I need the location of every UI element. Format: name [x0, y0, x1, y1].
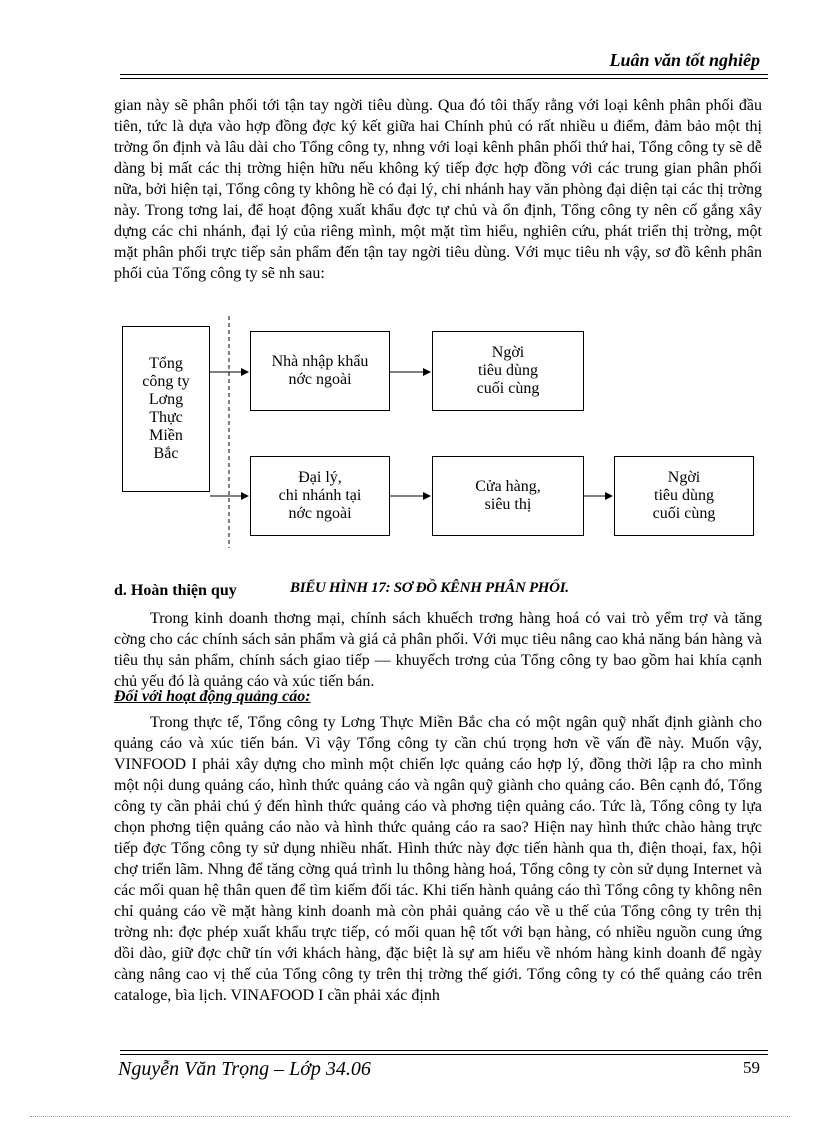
paragraph-intro: gian này sẽ phân phối tới tận tay ngời tiêu dùng. Qua đó tôi thấy rằng với loại kênh phân phối đầu tiên, tức là dựa vào hợp đồng đợc ký kết giữa hai Chính phủ có rất nhiều u điểm, đảm bảo một thị trờng ổn định và lâu dài cho Tổng công ty, nhng với loại kênh phân phối thứ hai, Tổng công ty sẽ dễ dàng bị mất các thị trờng hiện hữu nếu không ký tiếp đợc hợp đồng với các trung gian phân phối nữa, bởi hiện tại, Tổng công ty không hề có đại lý, chi nhánh hay văn phòng đại diện tại các thị trờng này. Trong tơng lai, để hoạt động xuất khẩu đợc tự chủ và ổn định, Tổng công ty nên cố gắng xây dựng các chi nhánh, đại lý của riêng mình, một mặt tìm hiểu, nghiên cứu, phát triển thị trờng, một mặt phân phối trực tiếp sản phẩm đến tận tay ngời tiêu dùng. Với mục tiêu nh vậy, sơ đồ kênh phân phối của Tổng công ty sẽ nh sau:	[114, 97, 762, 282]
figure-caption: BIỂU HÌNH 17: SƠ ĐỒ KÊNH PHÂN PHỐI.	[290, 580, 569, 596]
footer-rule-2	[120, 1054, 768, 1055]
box-importer: Nhà nhập khẩu nớc ngoài	[250, 331, 390, 411]
subheading-advertising: Đối với hoạt động quảng cáo:	[114, 688, 311, 705]
paragraph-promotion: Trong kinh doanh thơng mại, chính sách khuếch trơng hàng hoá có vai trò yểm trợ và tăng cờng cho các chính sách sản phẩm và giá cả phân phối. Với mục tiêu nâng cao khả năng bán hàng và tiêu thụ sản phẩm, chính sách giao tiếp — khuyếch trơng của Tổng công ty bao gồm hai khía cạnh chủ yếu đó là quảng cáo và xúc tiến bán.	[114, 610, 762, 690]
bottom-dotted-line	[30, 1116, 790, 1117]
box-consumer-bottom: Ngời tiêu dùng cuối cùng	[614, 456, 754, 536]
box-source: Tổng công ty Lơng Thực Miền Bắc	[122, 326, 210, 492]
footer-rule	[120, 1050, 768, 1051]
box-consumer-top: Ngời tiêu dùng cuối cùng	[432, 331, 584, 411]
section-heading-d: d. Hoàn thiện quy	[114, 582, 237, 599]
box-store: Cửa hàng, siêu thị	[432, 456, 584, 536]
paragraph-advertising: Trong thực tế, Tổng công ty Lơng Thực Miền Bắc cha có một ngân quỹ nhất định giành cho quảng cáo và xúc tiến bán. Vì vậy Tổng công ty cần chú trọng hơn về vấn đề này. Muốn vậy, VINFOOD I phải xây dựng cho mình một chiến lợc quảng cáo hợp lý, đồng thời lập ra cho mình một nội dung quảng cáo, hình thức quảng cáo và ngân quỹ giành cho quảng cáo. Bên cạnh đó, Tổng công ty cần phải chú ý đến hình thức quảng cáo và phơng tiện quảng cáo. Tức là, Tổng công ty lựa chọn phơng tiện quảng cáo nào và hình thức quảng cáo ra sao? Hiện nay hình thức chào hàng trực tiếp đợc Tổng công ty sử dụng nhiều nhất. Hình thức này đợc tiến hành qua th, điện thoại, fax, hội chợ triển lãm. Nhng để tăng cờng quá trình lu thông hàng hoá, Tổng công ty còn sử dụng Internet và các mối quan hệ thân quen để tìm kiếm đối tác. Khi tiến hành quảng cáo thì Tổng công ty không nên chỉ quảng cáo về mặt hàng kinh doanh mà còn phải quảng cáo về u thế của Tổng công ty trên thị trờng nh: đợc phép xuất khẩu trực tiếp, có mối quan hệ tốt với bạn hàng, có nhiều nguồn cung ứng dồi dào, giữ đợc chữ tín với khách hàng, đặc biệt là sự am hiểu về nhóm hàng kinh doanh để ngày càng nâng cao vị thế của Tổng công ty trên thị trờng thế giới. Tổng công ty có thể quảng cáo trên cataloge, bìa lịch. VINAFOOD I cần phải xác định	[114, 714, 762, 1004]
box-agent: Đại lý, chi nhánh tại nớc ngoài	[250, 456, 390, 536]
footer-author: Nguyễn Văn Trọng – Lớp 34.06	[118, 1058, 371, 1080]
header-title: Luân văn tốt nghiêp	[609, 50, 760, 70]
page-number: 59	[743, 1058, 760, 1077]
